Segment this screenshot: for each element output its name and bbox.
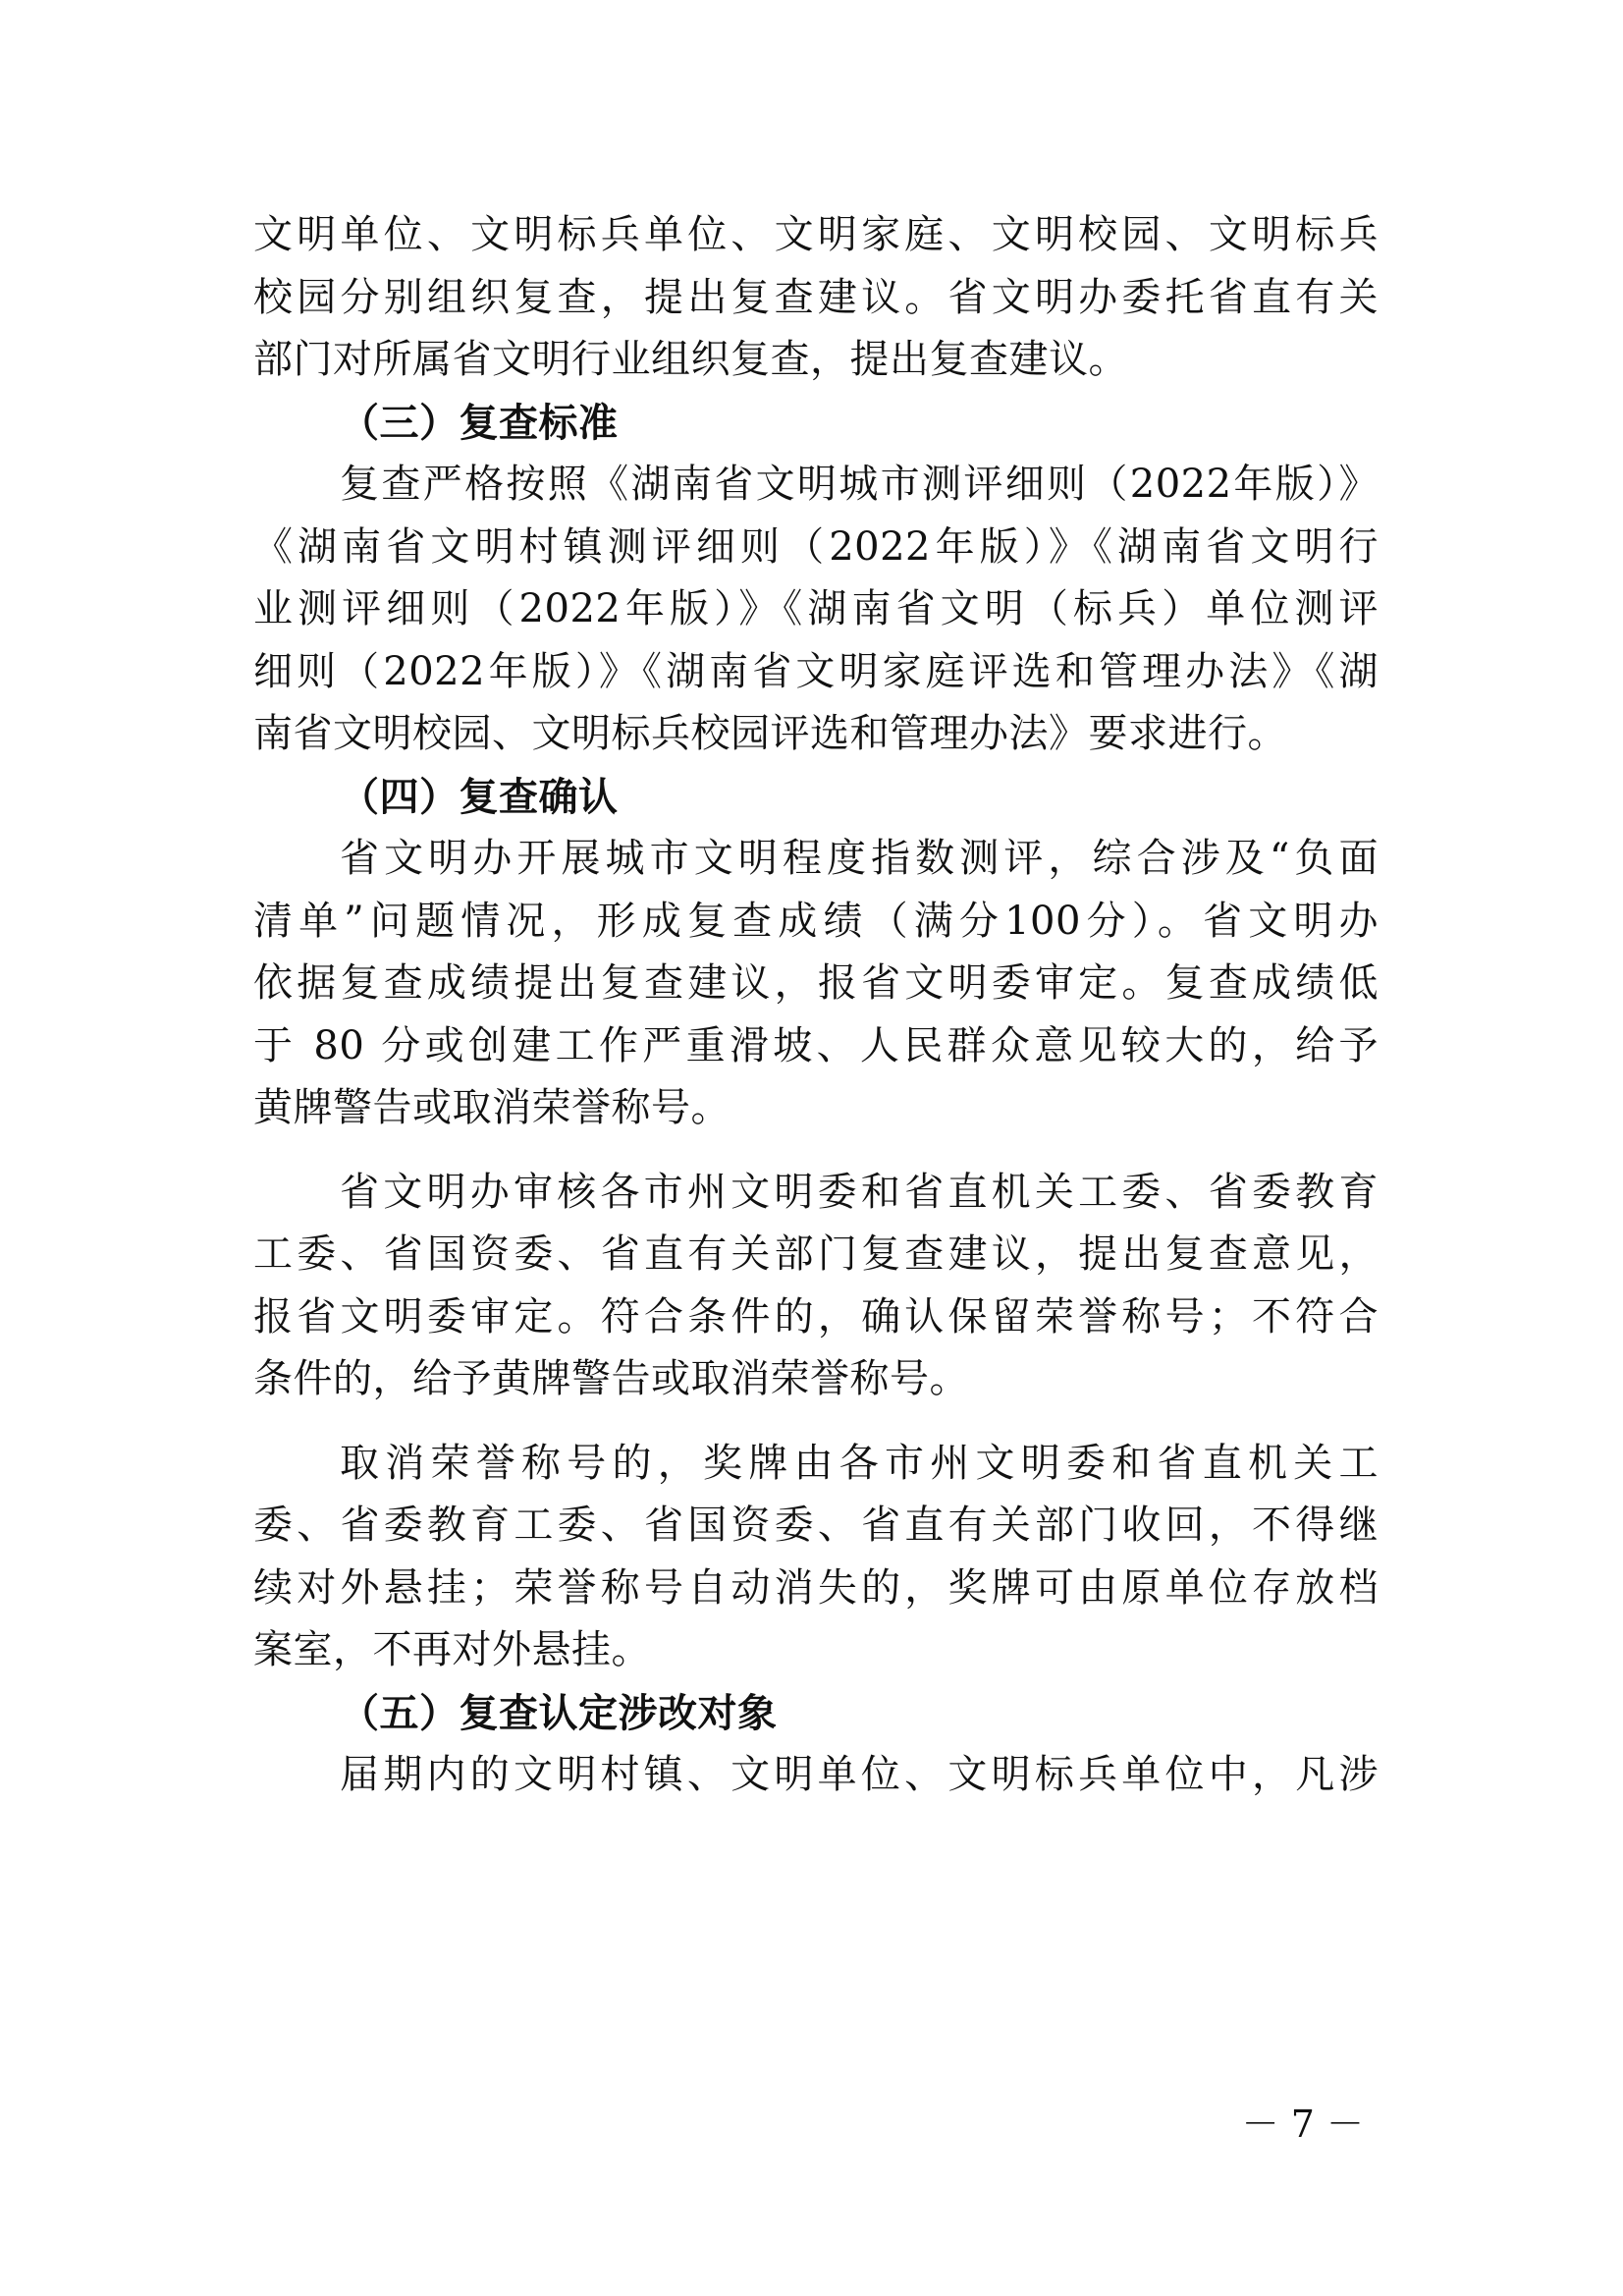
text-line: 于 80 分或创建工作严重滑坡、人民群众意见较大的，给予 bbox=[253, 1022, 1379, 1068]
paragraph-gap bbox=[253, 1140, 1379, 1162]
text-line: 案室，不再对外悬挂。 bbox=[253, 1627, 651, 1672]
text-line: 文明单位、文明标兵单位、文明家庭、文明校园、文明标兵 bbox=[253, 212, 1379, 257]
document-body bbox=[253, 204, 1379, 1807]
text-line: 清单”问题情况，形成复查成绩（满分100分）。省文明办 bbox=[253, 898, 1379, 944]
text-line: 取消荣誉称号的，奖牌由各市州文明委和省直机关工 bbox=[340, 1440, 1379, 1486]
text-line: 南省文明校园、文明标兵校园评选和管理办法》要求进行。 bbox=[253, 711, 1287, 756]
page-number: － 7 － bbox=[1241, 2103, 1364, 2146]
text-line: 部门对所属省文明行业组织复查，提出复查建议。 bbox=[253, 337, 1128, 382]
text-line: 复查严格按照《湖南省文明城市测评细则（2022年版）》 bbox=[340, 462, 1379, 507]
section-heading: （四）复查确认 bbox=[340, 773, 619, 820]
text-line: 工委、省国资委、省直有关部门复查建议，提出复查意见， bbox=[253, 1231, 1379, 1277]
text-line: 届期内的文明村镇、文明单位、文明标兵单位中，凡涉 bbox=[340, 1752, 1379, 1797]
text-line: 业测评细则（2022年版）》《湖南省文明（标兵）单位测评 bbox=[253, 586, 1379, 631]
text-line: 省文明办审核各市州文明委和省直机关工委、省委教育 bbox=[340, 1169, 1379, 1215]
text-line: 依据复查成绩提出复查建议，报省文明委审定。复查成绩低 bbox=[253, 960, 1379, 1006]
section-heading: （五）复查认定涉改对象 bbox=[340, 1689, 778, 1736]
text-line: 《湖南省文明村镇测评细则（2022年版）》《湖南省文明行 bbox=[253, 523, 1379, 570]
text-line: 委、省委教育工委、省国资委、省直有关部门收回，不得继 bbox=[253, 1503, 1379, 1548]
text-line: 续对外悬挂；荣誉称号自动消失的，奖牌可由原单位存放档 bbox=[253, 1564, 1379, 1611]
text-line: 报省文明委审定。符合条件的，确认保留荣誉称号；不符合 bbox=[253, 1293, 1379, 1339]
text-line: 条件的，给予黄牌警告或取消荣誉称号。 bbox=[253, 1356, 969, 1401]
section-heading: （三）复查标准 bbox=[340, 399, 619, 446]
text-line: 省文明办开展城市文明程度指数测评，综合涉及“负面 bbox=[340, 836, 1379, 881]
text-line: 细则（2022年版）》《湖南省文明家庭评选和管理办法》《湖 bbox=[253, 648, 1379, 694]
text-line: 校园分别组织复查，提出复查建议。省文明办委托省直有关 bbox=[253, 274, 1379, 320]
paragraph-gap bbox=[253, 1411, 1379, 1433]
text-line: 黄牌警告或取消荣誉称号。 bbox=[253, 1085, 730, 1130]
